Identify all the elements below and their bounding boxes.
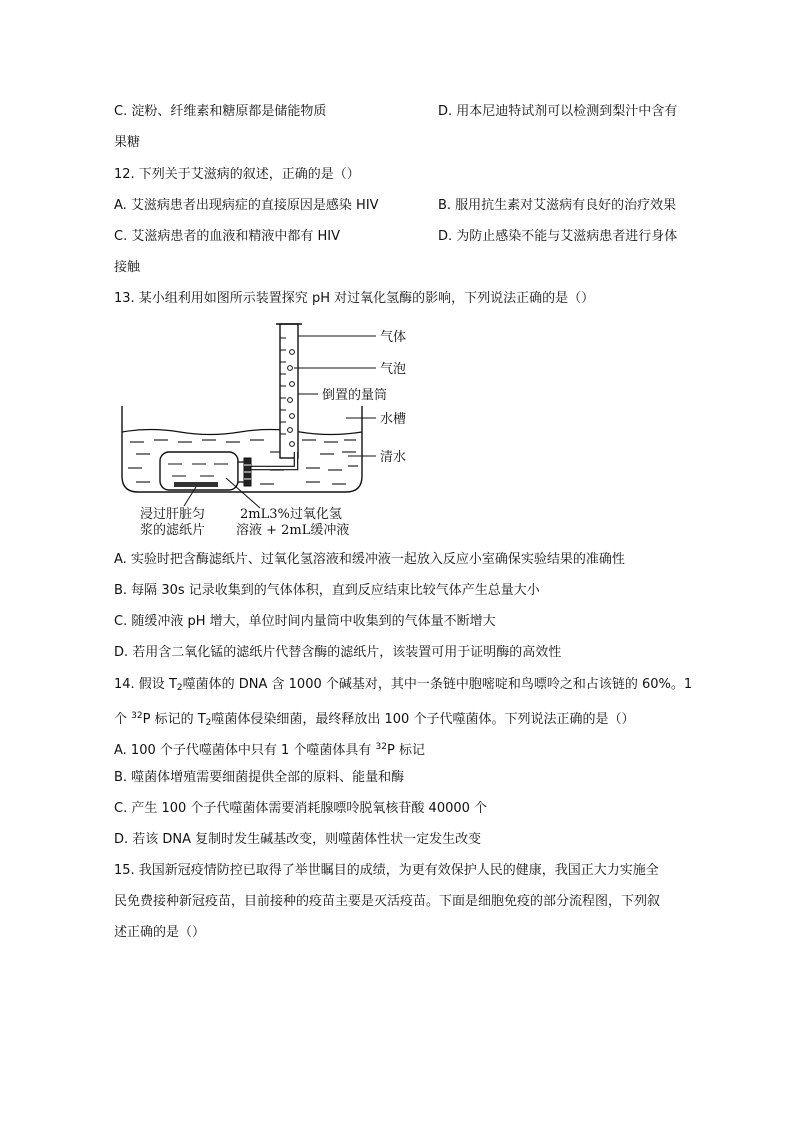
label-cylinder: 倒置的量筒 xyxy=(322,388,388,403)
label-filter-line2: 浆的滤纸片 xyxy=(140,523,206,538)
q14-option-a: A. 100 个子代噬菌体中只有 1 个噬菌体具有 $^{32}$P 标记 xyxy=(114,742,425,758)
q14-stem-line1: 14. 假设 $T_2$噬菌体的 DNA 含 1000 个碱基对，其中一条链中胞嘧啶和鸟嘌呤之和占该链的 60%。1 xyxy=(114,677,693,693)
q15-stem-line2: 民免费接种新冠疫苗，目前接种的疫苗主要是灭活疫苗。下面是细胞免疫的部分流程图，下列叙 xyxy=(114,894,661,909)
q14-option-c: C. 产生 100 个子代噬菌体需要消耗腺嘌呤脱氧核苷酸 40000 个 xyxy=(114,801,488,816)
q12-option-d-continued: 接触 xyxy=(114,260,141,275)
q12-option-c: C. 艾滋病患者的血液和精液中都有 HIV xyxy=(114,229,340,244)
q14-option-d: D. 若该 DNA 复制时发生碱基改变，则噬菌体性状一定发生改变 xyxy=(114,832,482,847)
water-surface xyxy=(122,430,362,435)
label-gas: 气体 xyxy=(380,330,407,345)
q14-stem-line2: 个 $^{32}$P 标记的 $T_2$噬菌体侵染细菌，最终释放出 100 个子代噬菌体。下列说法正确的是（） xyxy=(114,711,635,728)
q11-option-c: C. 淀粉、纤维素和糖原都是储能物质 xyxy=(114,104,327,119)
q12-stem: 12. 下列关于艾滋病的叙述，正确的是（） xyxy=(114,167,360,182)
label-trough: 水槽 xyxy=(380,412,407,427)
enzyme-filter-paper xyxy=(174,482,218,487)
label-water: 清水 xyxy=(380,450,407,465)
q13-option-b: B. 每隔 30s 记录收集到的气体体积，直到反应结束比较气体产生总量大小 xyxy=(114,583,540,598)
q12-option-a: A. 艾滋病患者出现病症的直接原因是感染 HIV xyxy=(114,198,379,213)
q13-option-c: C. 随缓冲液 pH 增大，单位时间内量筒中收集到的气体量不断增大 xyxy=(114,614,496,629)
q12-option-b: B. 服用抗生素对艾滋病有良好的治疗效果 xyxy=(438,198,677,213)
inverted-cylinder xyxy=(280,324,298,458)
q12-option-d: D. 为防止感染不能与艾滋病患者进行身体 xyxy=(438,229,678,244)
q15-stem-line3: 述正确的是（） xyxy=(114,925,206,940)
label-solution-line2: 溶液 + 2mL缓冲液 xyxy=(236,523,350,538)
q13-option-d: D. 若用含二氧化锰的滤纸片代替含酶的滤纸片，该装置可用于证明酶的高效性 xyxy=(114,645,562,660)
q13-stem: 13. 某小组利用如图所示装置探究 pH 对过氧化氢酶的影响，下列说法正确的是（） xyxy=(114,291,595,306)
q11-option-d: D. 用本尼迪特试剂可以检测到梨汁中含有 xyxy=(438,104,678,119)
label-filter-line1: 浸过肝脏匀 xyxy=(140,507,206,522)
q15-stem-line1: 15. 我国新冠疫情防控已取得了举世瞩目的成绩，为更有效保护人民的健康，我国正大力实施全 xyxy=(114,863,659,878)
q11-option-d-continued: 果糖 xyxy=(114,135,141,150)
q14-option-b: B. 噬菌体增殖需要细菌提供全部的原料、能量和酶 xyxy=(114,770,405,785)
label-bubble: 气泡 xyxy=(380,362,407,377)
label-solution-line1: 2mL3%过氧化氢 xyxy=(240,507,342,522)
q13-option-a: A. 实验时把含酶滤纸片、过氧化氢溶液和缓冲液一起放入反应小室确保实验结果的准确性 xyxy=(114,552,625,567)
experiment-apparatus-figure xyxy=(110,318,430,543)
